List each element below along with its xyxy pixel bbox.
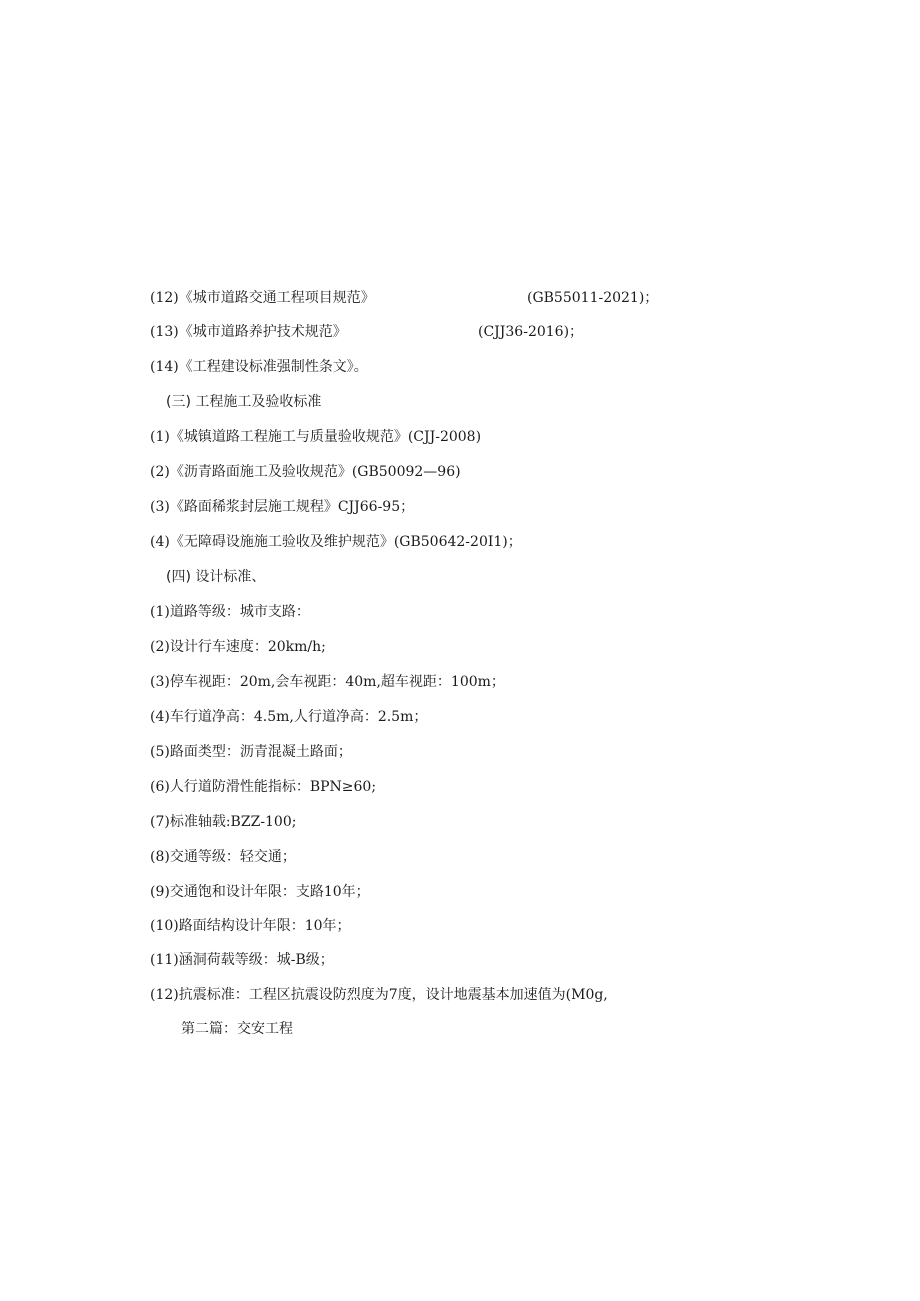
part-title: 第二篇：交安工程 [181, 1021, 293, 1037]
section-4-heading: (四) 设计标准、 [166, 569, 266, 585]
section-3-item-1: (1)《城镇道路工程施工与质量验收规范》(CJJ-2008) [150, 429, 482, 445]
section-4-item-7: (7)标准轴载:BZZ-100; [150, 814, 297, 830]
section-4-item-11: (11)涵洞荷载等级：城-B级； [150, 952, 334, 968]
code-item-12-number: (GB55011-2021)； [527, 290, 659, 306]
section-3-item-2: (2)《沥青路面施工及验收规范》(GB50092—96) [150, 464, 461, 480]
section-4-item-9: (9)交通饱和设计年限：支路10年； [150, 884, 370, 900]
code-item-12-title: (12)《城市道路交通工程项目规范》 [150, 290, 375, 306]
section-4-item-4: (4)车行道净高：4.5m,人行道净高：2.5m； [150, 709, 428, 725]
section-4-item-12: (12)抗震标准：工程区抗震设防烈度为7度，设计地震基本加速值为(M0g, [150, 987, 608, 1003]
section-3-item-4: (4)《无障碍设施施工验收及维护规范》(GB50642-20I1)； [150, 534, 522, 550]
section-4-item-10: (10)路面结构设计年限：10年； [150, 918, 351, 934]
code-item-14-title: (14)《工程建设标准强制性条文》。 [150, 359, 368, 375]
section-3-item-3: (3)《路面稀浆封层施工规程》CJJ66-95； [150, 499, 415, 515]
section-4-item-2: (2)设计行车速度：20km/h; [150, 639, 326, 655]
section-4-item-8: (8)交通等级：轻交通； [150, 849, 296, 865]
code-item-13-title: (13)《城市道路养护技术规范》 [150, 324, 347, 340]
section-4-item-1: (1)道路等级：城市支路： [150, 604, 310, 620]
section-3-heading: (三) 工程施工及验收标准 [166, 394, 322, 410]
code-item-13-number: (CJJ36-2016)； [478, 324, 584, 340]
section-4-item-6: (6)人行道防滑性能指标：BPN≥60; [150, 779, 377, 795]
section-4-item-5: (5)路面类型：沥青混凝土路面； [150, 744, 352, 760]
section-4-item-3: (3)停车视距：20m,会车视距：40m,超车视距：100m； [150, 674, 505, 690]
